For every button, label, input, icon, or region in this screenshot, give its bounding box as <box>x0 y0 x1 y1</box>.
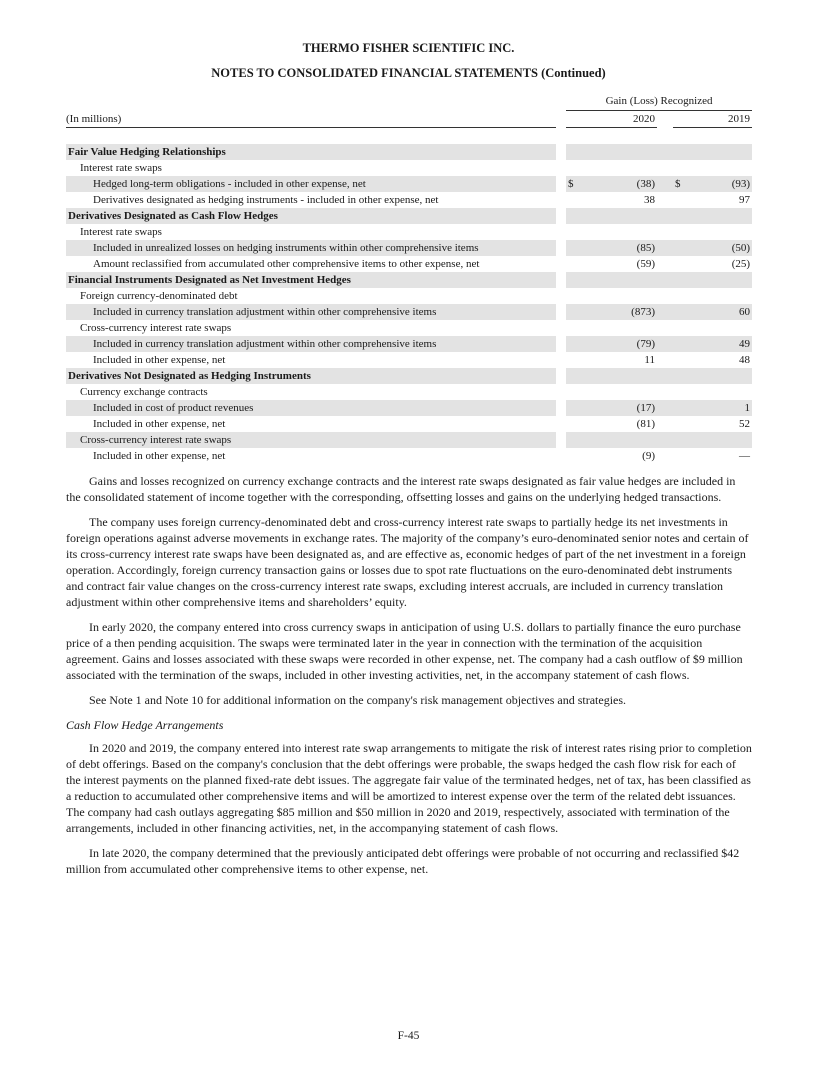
row-label: Included in other expense, net <box>93 354 226 366</box>
row-label: Interest rate swaps <box>80 162 162 174</box>
value-2019: (50) <box>688 240 752 256</box>
value-2020: (81) <box>636 418 655 430</box>
table-year-row <box>66 111 752 128</box>
value-2019: 48 <box>739 354 751 366</box>
year-header-2019: 2019 <box>673 111 752 128</box>
paragraph-net-investment-hedges: The company uses foreign currency-denominated debt and cross-currency interest rate swaps to partially hedge its net investments in foreign operations against adverse movements in exchange rates. The majority of the company’s euro-denominated senior notes and certain of its cross-currency interest rate swaps have been designated as, and are effective as, economic hedges of part of the net investment in a foreign operation. Accordingly, foreign currency transaction gains or losses due to spot rate fluctuations on the euro-denominated debt instruments and contract fair value changes on the cross-currency interest rate swaps, excluding interest accruals, are included in currency translation adjustment within other comprehensive items and shareholders’ equity. <box>66 515 749 609</box>
page-title: NOTES TO CONSOLIDATED FINANCIAL STATEMENTS (Continued) <box>211 66 606 80</box>
table-row <box>66 208 752 224</box>
notes-body <box>66 473 752 886</box>
row-label: Included in other expense, net <box>93 418 226 430</box>
row-label: Included in currency translation adjustment within other comprehensive items <box>66 336 556 352</box>
row-label: Included in currency translation adjustment within other comprehensive items <box>66 304 556 320</box>
table-row <box>66 400 752 416</box>
table-group-header-row <box>66 93 752 111</box>
value-2020: (85) <box>581 240 657 256</box>
paragraph-cross-currency-swaps: In early 2020, the company entered into cross currency swaps in anticipation of using U.S. dollars to partially finance the euro purchase price of a then pending acquisition. The swaps were terminated later in the year in connection with the termination of the acquisition agreement. Gains and losses associated with these swaps were recorded in other expense, net. The company had a cash outflow of $9 million associated with the termination of the swaps, included in other investing activities, net, in the accompany statement of cash flows. <box>66 620 743 682</box>
value-2019: (93) <box>688 176 752 192</box>
value-2020: (17) <box>581 400 657 416</box>
value-2019: 1 <box>688 400 752 416</box>
table-row <box>66 160 752 176</box>
paragraph-see-notes: See Note 1 and Note 10 for additional information on the company's risk management objectives and strategies. <box>89 693 627 707</box>
table-row <box>66 432 752 448</box>
paragraph-interest-rate-swaps: In 2020 and 2019, the company entered into interest rate swap arrangements to mitigate the risk of interest rates rising prior to completion of debt offerings. Based on the company's conclusion that the debt offerings were probable, the swaps hedged the cash flow risk for each of the interest payments on the planned fixed-rate debt issues. The aggregate fair value of the terminated hedges, net of tax, has been classified as a reduction to accumulated other comprehensive items and will be amortized to interest expense over the term of the related debt issuances. The company had cash outlays aggregating $85 million and $50 million in 2020 and 2019, respectively, associated with termination of the arrangements, included in other financing activities, net, in the accompanying statement of cash flows. <box>66 741 752 835</box>
table-row <box>66 288 752 304</box>
value-2020: 38 <box>644 194 655 206</box>
table-row <box>66 304 752 320</box>
value-2020: (79) <box>581 336 657 352</box>
company-name: THERMO FISHER SCIENTIFIC INC. <box>302 41 515 55</box>
gain-loss-table <box>66 93 752 464</box>
row-label: Included in cost of product revenues <box>66 400 556 416</box>
table-row <box>66 224 752 240</box>
table-row <box>66 176 752 192</box>
year-header-2020: 2020 <box>566 111 657 128</box>
table-row <box>66 192 752 208</box>
value-2019: 97 <box>739 194 751 206</box>
table-row <box>66 320 752 336</box>
group-header: Gain (Loss) Recognized <box>566 93 752 111</box>
value-2019: 60 <box>688 304 752 320</box>
row-label: Hedged long-term obligations - included in other expense, net <box>66 176 556 192</box>
row-label: Foreign currency-denominated debt <box>80 290 238 302</box>
row-label: Included in other expense, net <box>93 450 226 462</box>
row-label: Amount reclassified from accumulated other comprehensive items to other expense, net <box>93 258 480 270</box>
table-row <box>66 448 752 464</box>
table-row <box>66 416 752 432</box>
table-row <box>66 144 752 160</box>
row-label: Included in unrealized losses on hedging instruments within other comprehensive items <box>66 240 556 256</box>
table-row <box>66 240 752 256</box>
value-2019: 52 <box>739 418 751 430</box>
table-row <box>66 352 752 368</box>
value-2019: 49 <box>688 336 752 352</box>
units-label: (In millions) <box>66 111 556 128</box>
value-2019: — <box>739 450 751 462</box>
section-heading: Financial Instruments Designated as Net Investment Hedges <box>66 272 556 288</box>
section-heading: Fair Value Hedging Relationships <box>66 144 556 160</box>
table-row <box>66 256 752 272</box>
row-label: Interest rate swaps <box>80 226 162 238</box>
value-2020: 11 <box>644 354 655 366</box>
paragraph-reclassification: In late 2020, the company determined that the previously anticipated debt offerings were probable of not occurring and reclassified $42 million from accumulated other comprehensive items to other expense, net. <box>66 846 740 876</box>
section-heading: Derivatives Designated as Cash Flow Hedges <box>66 208 556 224</box>
table-row <box>66 368 752 384</box>
paragraph-hedge-recognition: Gains and losses recognized on currency exchange contracts and the interest rate swaps designated as fair value hedges are included in the consolidated statement of income together with the corresponding, offsetting losses and gains on the underlying hedged transactions. <box>66 474 736 504</box>
table-row <box>66 384 752 400</box>
table-row <box>66 336 752 352</box>
table-row <box>66 272 752 288</box>
dollar-sign: $ <box>566 176 581 192</box>
row-label: Derivatives designated as hedging instruments - included in other expense, net <box>93 194 439 206</box>
value-2020: (59) <box>636 258 655 270</box>
value-2019: (25) <box>731 258 751 270</box>
row-label: Currency exchange contracts <box>80 386 208 398</box>
page-number: F-45 <box>397 1030 420 1042</box>
section-heading: Derivatives Not Designated as Hedging Instruments <box>66 368 556 384</box>
row-label: Cross-currency interest rate swaps <box>66 432 556 448</box>
value-2020: (873) <box>581 304 657 320</box>
value-2020: (9) <box>642 450 655 462</box>
value-2020: (38) <box>581 176 657 192</box>
subheading-cash-flow-hedges: Cash Flow Hedge Arrangements <box>66 718 224 732</box>
dollar-sign: $ <box>673 176 688 192</box>
row-label: Cross-currency interest rate swaps <box>80 322 232 334</box>
